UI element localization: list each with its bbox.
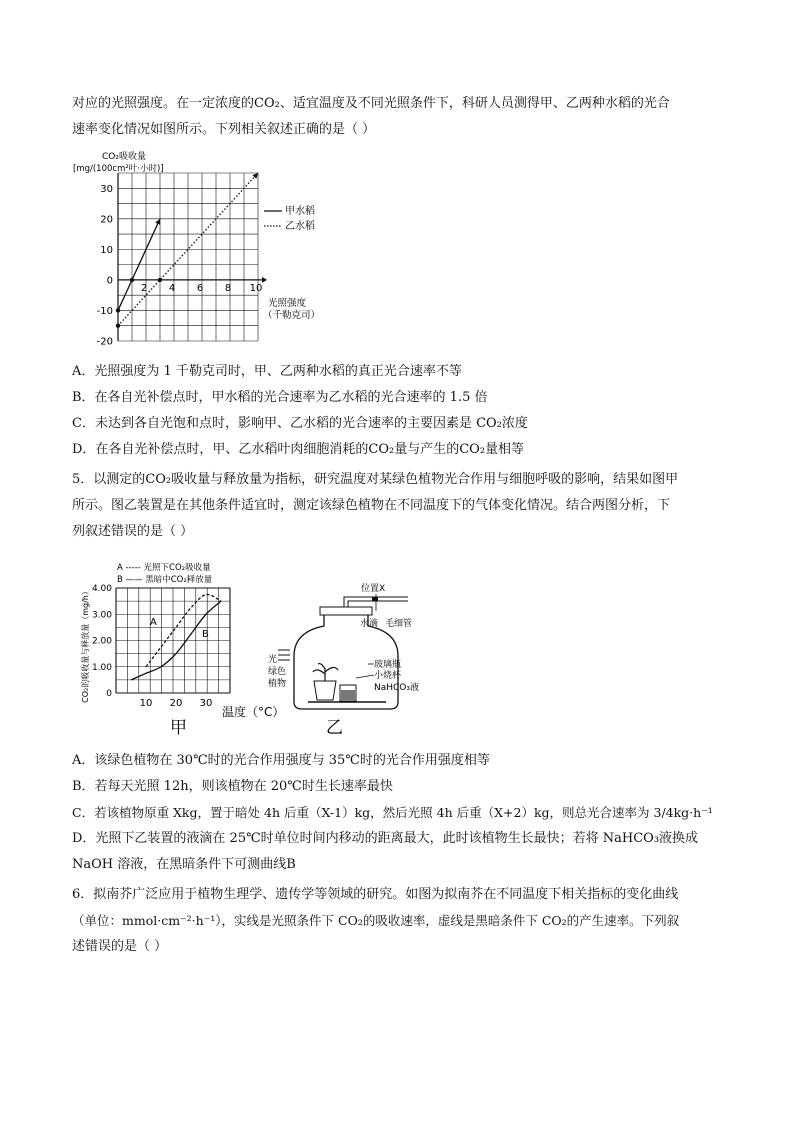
water-drop [372,597,378,601]
label-water-drop: 水滴 [360,619,379,629]
bottle-lid [320,607,372,615]
q5-option-a: A．该绿色植物在 30℃时的光合作用强度与 35℃时的光合作用强度相等 [72,753,490,768]
label-solution: NaHCO₃液 [374,683,419,693]
pointer-beaker [356,675,374,678]
chart1-grid [118,173,267,341]
curve-A [146,594,221,666]
q5-line-2: 所示。图乙装置是在其他条件适宜时，测定该绿色植物在不同温度下的气体变化情况。结合两图分析，下 [72,498,671,513]
y-tick-label: 1.00 [91,662,112,673]
chart2-grid [116,588,230,693]
chart-temperature-co2 [70,555,300,740]
q6-line-1: 6．拟南芥广泛应用于植物生理学、遗传学等领域的研究。如图为拟南芥在不同温度下相关指标的变化曲线 [72,887,679,902]
y-tick-label: 30 [100,183,113,195]
nahco3-liquid [341,690,355,700]
x-tick-label: 4 [168,282,176,294]
q5-option-c: C．若该植物原重 Xkg，置于暗处 4h 后重（X-1）kg，然后光照 4h 后重（X+2）kg，则总光合速率为 3/4kg·h⁻¹ [72,805,713,820]
curve-label-a: A [150,617,157,628]
q4-option-b: B．在各自光补偿点时，甲水稻的光合速率为乙水稻的光合速率的 1.5 倍 [72,390,488,405]
q5-option-d-line-2: NaOH 溶液，在黑暗条件下可测曲线B [72,857,296,872]
q5-line-3: 列叙述错误的是（ ） [72,524,194,539]
plant-pot [314,681,336,700]
y-tick-label: 3.00 [91,610,112,621]
q4-option-c: C．未达到各自光饱和点时，影响甲、乙水稻的光合速率的主要因素是 CO₂浓度 [72,416,528,431]
intro-line-2: 速率变化情况如图所示。下列相关叙述正确的是（ ） [72,122,376,137]
chart1-ylabel-1: CO₂吸收量 [102,152,146,162]
chart-photosynthesis-rice [70,148,350,358]
y-tick-label: 20 [100,214,113,226]
x-tick-label: 10 [249,282,263,294]
data-point [116,308,120,312]
chart2-caption: 甲 [170,718,187,738]
q5-line-1: 5．以测定的CO₂吸收量与释放量为指标，研究温度对某绿色植物光合作用与细胞呼吸的影响，结果如图甲 [72,472,679,487]
label-position-x: 位置X [361,584,386,594]
y-tick-label: 4.00 [91,584,112,594]
x-tick-label: 6 [196,282,204,294]
y-tick-label: 0 [106,689,112,699]
data-point [158,278,162,282]
x-tick-label: 10 [139,698,153,709]
chart1-ylabel-2: [mg/(100cm²叶·小时)] [73,164,164,174]
chart2-x-ticks [140,698,213,709]
x-tick-label: 20 [169,698,183,709]
q5-option-d-line-1: D．光照下乙装置的液滴在 25℃时单位时间内移动的距离最大，此时该植物生长最快；若将 NaHCO₃液换成 [72,831,699,846]
chart2-y-ticks [92,584,112,699]
q6-line-3: 述错误的是（ ） [72,939,168,954]
x-tick-label: 8 [224,282,232,294]
y-tick-label: -20 [96,336,113,348]
apparatus-caption: 乙 [326,718,343,738]
chart1-xlabel-2: （千勒克司） [263,310,321,321]
curve-label-b: B [202,629,209,640]
label-plant-2: 植物 [268,679,287,689]
legend-b: B —— 黑暗中CO₂释放量 [117,575,213,585]
x-axis-arrow [262,277,267,283]
y-tick-label: 0 [106,275,113,287]
intro-line-1: 对应的光照强度。在一定浓度的CO₂、适宜温度及不同光照条件下，科研人员测得甲、乙两种水稻的光合 [72,96,670,111]
x-tick-label: 2 [140,282,148,294]
y-tick-label: -10 [96,305,113,317]
y-tick-label: 10 [100,244,113,256]
q5-option-b: B．若每天光照 12h，则该植物在 20℃时生长速率最快 [72,779,393,794]
green-plant [313,664,338,681]
data-point [116,324,120,328]
y-tick-label: 2.00 [91,636,112,647]
label-beaker: 小烧杯 [374,671,402,681]
chart1-series [116,173,258,328]
legend-jia: 甲水稻 [285,206,315,217]
chart1-xlabel-1: 光照强度 [268,298,307,309]
x-tick-label: 30 [199,698,213,709]
label-bottle: 玻璃瓶 [374,660,402,670]
apparatus-diagram [268,578,438,738]
chart2-xlabel: 温度（°C） [222,705,285,719]
legend-a: A ----- 光照下CO₂吸收量 [117,563,211,573]
data-point [130,278,134,282]
label-capillary: 毛细管 [385,619,413,629]
chart2-ylabel: CO₂的吸收量与释放量（mg/h） [81,587,90,703]
q4-option-d: D．在各自光补偿点时，甲、乙水稻叶肉细胞消耗的CO₂量与产生的CO₂量相等 [72,442,525,457]
chart1-y-ticks [97,184,113,348]
legend-yi: 乙水稻 [285,221,315,232]
label-plant-1: 绿色 [268,667,287,677]
label-light: 光 [268,655,278,665]
q4-option-a: A．光照强度为 1 千勒克司时，甲、乙两种水稻的真正光合速率不等 [72,364,462,379]
q6-line-2: （单位：mmol·cm⁻²·h⁻¹），实线是光照条件下 CO₂的吸收速率，虚线是黑暗条件下 CO₂的产生速率。下列叙 [72,913,680,928]
